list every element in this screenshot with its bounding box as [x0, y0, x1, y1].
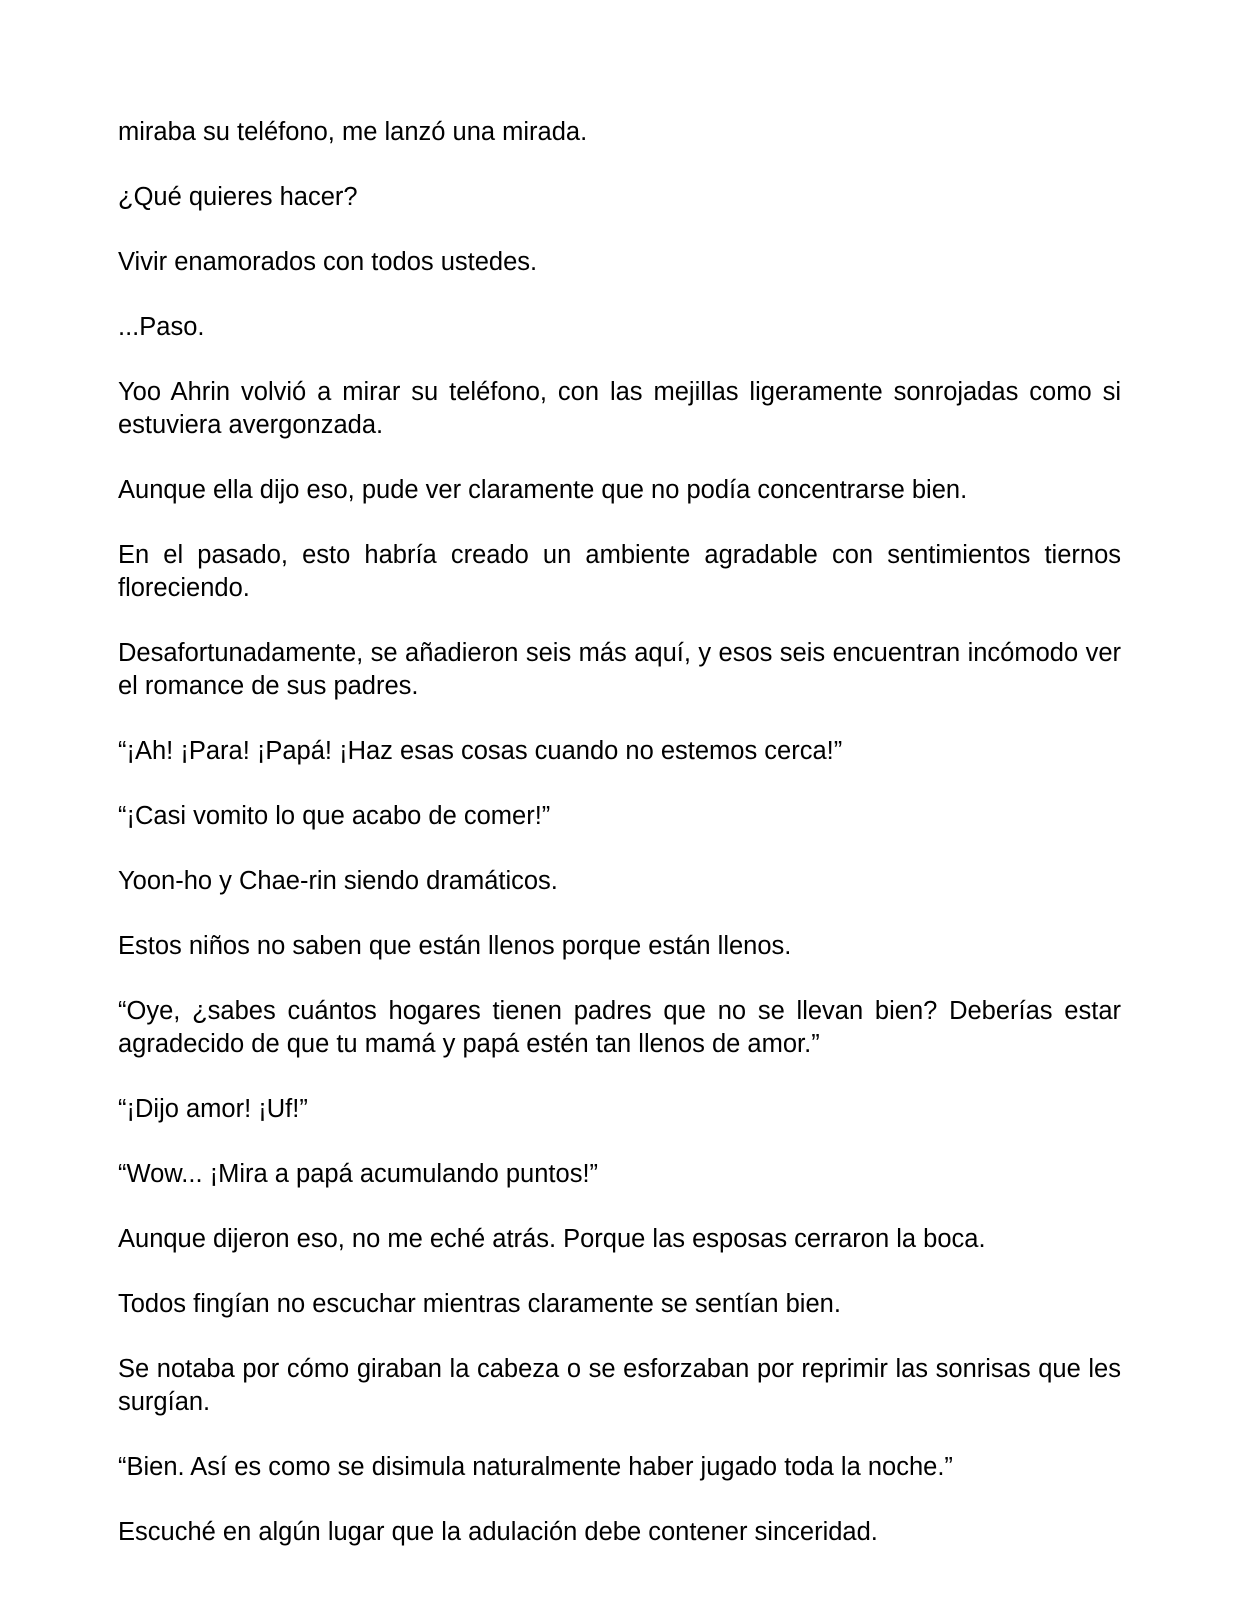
paragraph: Desafortunadamente, se añadieron seis más aquí, y esos seis encuentran incómodo ver el romance de sus padres. — [118, 639, 1121, 700]
paragraph: “¡Ah! ¡Para! ¡Papá! ¡Haz esas cosas cuando no estemos cerca!” — [118, 737, 843, 765]
paragraph: Yoon-ho y Chae-rin siendo dramáticos. — [118, 867, 558, 895]
paragraph: miraba su teléfono, me lanzó una mirada. — [118, 118, 588, 146]
paragraph: Todos fingían no escuchar mientras claramente se sentían bien. — [118, 1290, 841, 1318]
paragraph: Aunque ella dijo eso, pude ver claramente que no podía concentrarse bien. — [118, 476, 968, 504]
paragraph: Escuché en algún lugar que la adulación debe contener sinceridad. — [118, 1518, 878, 1546]
text-column — [118, 116, 1121, 1549]
paragraph: ¿Qué quieres hacer? — [118, 183, 358, 211]
paragraph: Vivir enamorados con todos ustedes. — [118, 248, 538, 276]
paragraph: Estos niños no saben que están llenos porque están llenos. — [118, 932, 792, 960]
paragraph: ...Paso. — [118, 313, 205, 341]
paragraph: En el pasado, esto habría creado un ambiente agradable con sentimientos tiernos floreciendo. — [118, 541, 1121, 602]
paragraph: “¡Dijo amor! ¡Uf!” — [118, 1095, 308, 1123]
paragraph: “Bien. Así es como se disimula naturalmente haber jugado toda la noche.” — [118, 1453, 953, 1481]
paragraph: “¡Casi vomito lo que acabo de comer!” — [118, 802, 551, 830]
paragraph: Aunque dijeron eso, no me eché atrás. Porque las esposas cerraron la boca. — [118, 1225, 986, 1253]
paragraph: “Wow... ¡Mira a papá acumulando puntos!” — [118, 1160, 599, 1188]
paragraph: Yoo Ahrin volvió a mirar su teléfono, con las mejillas ligeramente sonrojadas como si estuviera avergonzada. — [118, 378, 1121, 439]
paragraph: “Oye, ¿sabes cuántos hogares tienen padres que no se llevan bien? Deberías estar agradecido de que tu mamá y papá estén tan llenos de amor.” — [118, 997, 1121, 1058]
paragraph: Se notaba por cómo giraban la cabeza o se esforzaban por reprimir las sonrisas que les surgían. — [118, 1355, 1121, 1416]
